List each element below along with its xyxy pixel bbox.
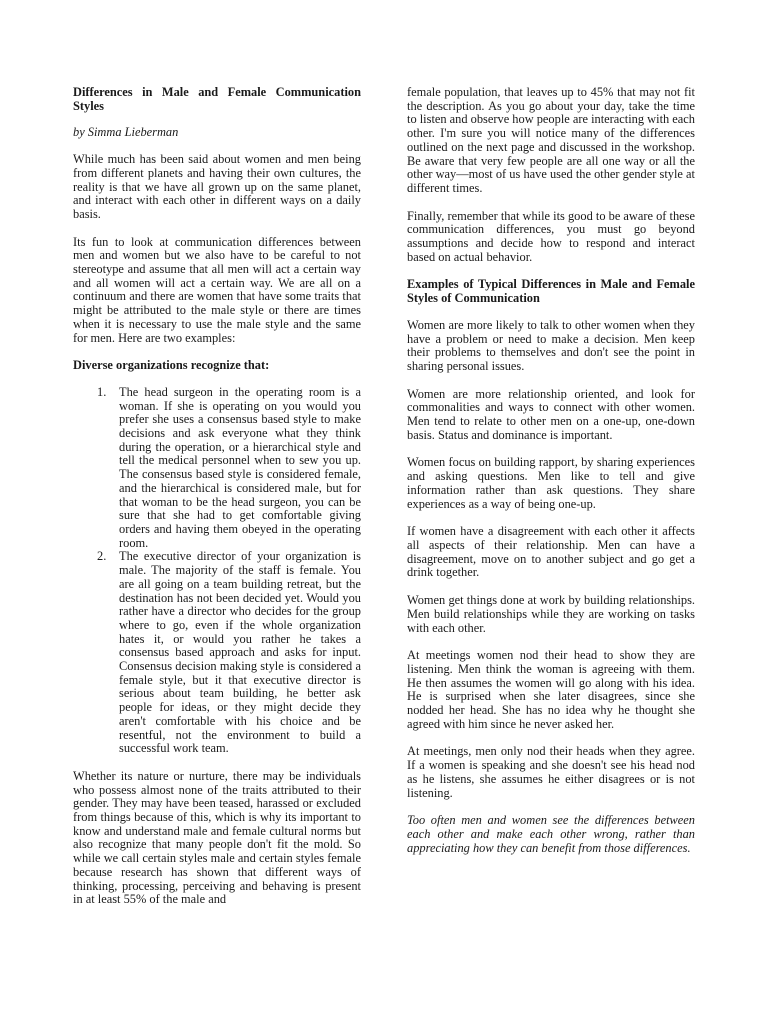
continuum-paragraph: Its fun to look at communication differences between men and women but we also have to be careful to not stereotype and assume that all men will act a certain way and all women will act a certain way. We are all on a continuum and there are women that have some traits that might be attributed to the male style or there are times when it is necessary to use the male style and the same for men. Here are two examples: (73, 234, 361, 345)
difference-paragraph: Women are more relationship oriented, and look for commonalities and ways to connect with other women. Men tend to relate to other men on a one-up, one-down basis. Status and dominance is important. (407, 386, 695, 442)
finally-paragraph: Finally, remember that while its good to be aware of these communication differences, you must go beyond assumptions and decide how to respond and interact based on actual behavior. (407, 208, 695, 264)
intro-paragraph: While much has been said about women and men being from different planets and having their own cultures, the reality is that we have all grown up on the same planet, and interact with each other in different ways on a daily basis. (73, 152, 361, 221)
difference-paragraph: If women have a disagreement with each other it affects all aspects of their relationship. Men can have a disagreement, move on to another subject and go get a drink together. (407, 524, 695, 580)
list-heading: Diverse organizations recognize that: (73, 358, 270, 373)
author-byline: by Simma Lieberman (73, 125, 179, 140)
closing-paragraph: Too often men and women see the differences between each other and make each other wrong, rather than appreciating how they can benefit from those differences. (407, 813, 695, 855)
left-column (73, 86, 361, 921)
nature-nurture-paragraph: Whether its nature or nurture, there may be individuals who possess almost none of the traits attributed to their gender. They may have been teased, harassed or excluded from things because of this, which is why its important to know and understand male and female cultural norms but also recognize that many people don't fit the mold. So while we call certain styles male and certain styles female because research has shown that different ways of thinking, processing, perceiving and behaving is present in at least 55% of the male and (73, 768, 361, 907)
article-title: Differences in Male and Female Communication Styles (73, 85, 361, 113)
difference-paragraph: Women get things done at work by building relationships. Men build relationships while they are working on tasks with each other. (407, 593, 695, 635)
list-item-text: The executive director of your organization is male. The majority of the staff is female. You are all going on a team building retreat, but the destination has not been decided yet. Would you rather have a director who decides for the group where to go, even if the whole organization hates it, or would you rather he takes a consensus based approach and asks for input. Consensus decision making style is considered a female style, but it that executive director is serious about team building, he better ask people for ideas, or they might decide they aren't comfortable with his choice and be resentful, not the environment to build a successful work team. (119, 549, 361, 756)
continued-paragraph: female population, that leaves up to 45% that may not fit the description. As you go about your day, take the time to listen and observe how people are interacting with each other. I'm sure you will notice many of the differences outlined on the next page and discussed in the workshop. Be aware that very few people are all one way or all the other way—most of us have used the other gender style at different times. (407, 85, 695, 195)
difference-paragraph: At meetings women nod their head to show they are listening. Men think the woman is agreeing with them. He then assumes the women will go along with his idea. He is surprised when she later disagrees, since she nodded her head. She has no idea why he thought she agreed with him since he never asked her. (407, 648, 695, 731)
list-item (73, 550, 361, 756)
list-item-number: 1. (97, 384, 107, 399)
difference-paragraph: Women are more likely to talk to other women when they have a problem or need to make a decision. Men keep their problems to themselves and don't see the point in sharing personal issues. (407, 317, 695, 373)
list-item-text: The head surgeon in the operating room is a woman. If she is operating on you would you prefer she uses a consensus based style to make decisions and ask everyone what they think during the operation, or a hierarchical style and tell the medical personnel when to sew you up. The consensus based style is considered female, and the hierarchical is considered male, but for that woman to be the head surgeon, you can be sure that she had to get comfortable giving orders and having them obeyed in the operating room. (119, 384, 361, 550)
right-column (407, 86, 695, 869)
examples-heading: Examples of Typical Differences in Male and Female Styles of Communication (407, 277, 695, 306)
list-item (73, 386, 361, 550)
list-item-number: 2. (97, 549, 107, 564)
difference-paragraph: At meetings, men only nod their heads when they agree. If a women is speaking and she doesn't see his head nod as he listens, she assumes he either disagrees or is not listening. (407, 744, 695, 800)
examples-list (73, 386, 361, 756)
difference-paragraph: Women focus on building rapport, by sharing experiences and asking questions. Men like to tell and give information rather than ask questions. They share experiences as a way of being one-up. (407, 455, 695, 511)
